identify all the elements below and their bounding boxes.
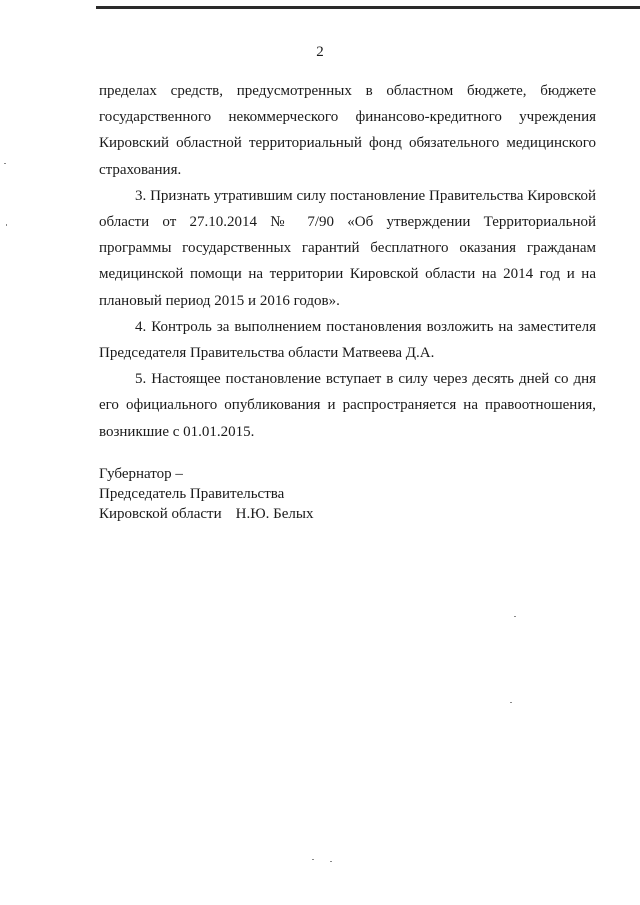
page-number: 2	[316, 44, 324, 60]
scan-speck	[6, 224, 7, 226]
signature-region-line	[99, 504, 313, 524]
paragraph-continuation: пределах средств, предусмотренных в областном бюджете, бюджете государственного некоммерческого финансово-кредитного учреждения Кировский областной территориальный фонд обязательного медицинского страхования.	[99, 83, 596, 178]
paragraph-item-5: 5. Настоящее постановление вступает в силу через десять дней со дня его официального опубликования и распространяется на правоотношения, возникшие с 01.01.2015.	[99, 371, 596, 440]
paragraph-item-3: 3. Признать утратившим силу постановление Правительства Кировской области от 27.10.2014 № 7/90 «Об утверждении Территориальной программы государственных гарантий бесплатного оказания гражданам медицинской помощи на территории Кировской области на 2014 год и на плановый период 2015 и 2016 годов».	[99, 187, 596, 309]
paragraph-item-4: 4. Контроль за выполнением постановления возложить на заместителя Председателя Правительства области Матвеева Д.А.	[99, 318, 596, 362]
signature-block	[99, 464, 313, 524]
document-body	[99, 78, 596, 445]
top-border-line	[96, 6, 640, 9]
signature-title-chairman: Председатель Правительства	[99, 486, 285, 502]
signature-region: Кировской области	[99, 506, 222, 522]
scan-speck	[330, 861, 332, 862]
signature-title-governor: Губернатор –	[99, 466, 183, 482]
scan-speck	[514, 616, 516, 617]
signatory-name: Н.Ю. Белых	[235, 506, 314, 522]
scan-speck	[510, 702, 512, 703]
scan-speck	[312, 859, 314, 860]
scan-speck	[4, 163, 6, 164]
